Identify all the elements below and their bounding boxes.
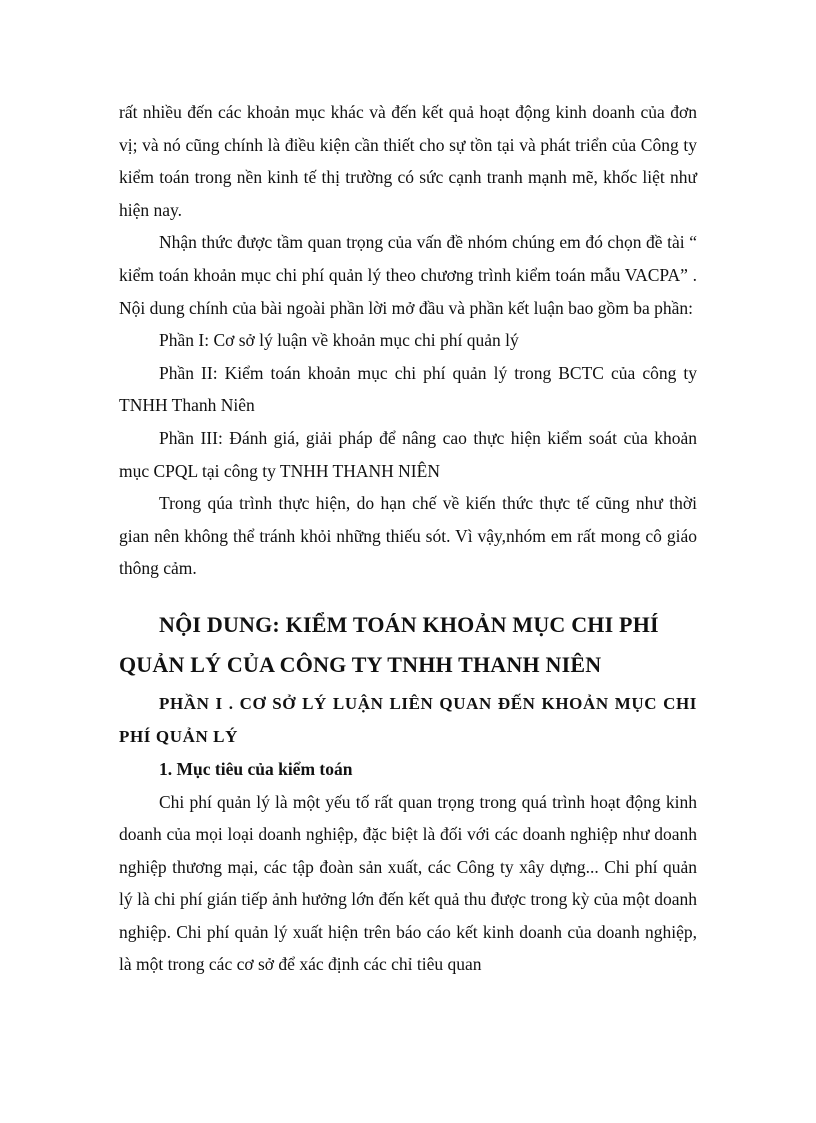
main-content-heading: NỘI DUNG: KIỂM TOÁN KHOẢN MỤC CHI PHÍ QUẢN LÝ CỦA CÔNG TY TNHH THANH NIÊN bbox=[119, 611, 659, 677]
outline-part-3: Phần III: Đánh giá, giải pháp để nâng cao thực hiện kiểm soát của khoản mục CPQL tại công ty TNHH THANH NIÊN bbox=[119, 427, 697, 481]
document-body bbox=[119, 96, 697, 981]
section-1-heading: 1. Mục tiêu của kiểm toán bbox=[159, 758, 353, 779]
outline-part-1: Phần I: Cơ sở lý luận về khoản mục chi phí quản lý bbox=[159, 330, 519, 351]
part-1-heading: PHẦN I . CƠ SỞ LÝ LUẬN LIÊN QUAN ĐẾN KHOẢN MỤC CHI PHÍ QUẢN LÝ bbox=[119, 693, 697, 746]
paragraph-intro-continuation: rất nhiều đến các khoản mục khác và đến kết quả hoạt động kinh doanh của đơn vị; và nó cũng chính là điều kiện cần thiết cho sự tồn tại và phát triển của Công ty kiểm toán trong nền kinh tế thị trường có sức cạnh tranh mạnh mẽ, khốc liệt như hiện nay. bbox=[119, 102, 697, 220]
outline-part-2: Phần II: Kiểm toán khoản mục chi phí quản lý trong BCTC của công ty TNHH Thanh Niên bbox=[119, 362, 697, 416]
paragraph-topic-selection: Nhận thức được tầm quan trọng của vấn đề nhóm chúng em đó chọn đề tài “ kiểm toán khoản mục chi phí quản lý theo chương trình kiểm toán mẫu VACPA” . Nội dung chính của bài ngoài phần lời mở đầu và phần kết luận bao gồm ba phần: bbox=[119, 232, 697, 318]
paragraph-apology: Trong qúa trình thực hiện, do hạn chế về kiến thức thực tế cũng như thời gian nên không thể tránh khỏi những thiếu sót. Vì vậy,nhóm em rất mong cô giáo thông cảm. bbox=[119, 493, 697, 579]
paragraph-management-cost: Chi phí quản lý là một yếu tố rất quan trọng trong quá trình hoạt động kinh doanh của mọi loại doanh nghiệp, đặc biệt là đối với các doanh nghiệp như doanh nghiệp thương mại, các tập đoàn sản xuất, các Công ty xây dựng... Chi phí quản lý là chi phí gián tiếp ảnh hưởng lớn đến kết quả thu được trong kỳ của một doanh nghiệp. Chi phí quản lý xuất hiện trên báo cáo kết kinh doanh của doanh nghiệp, là một trong các cơ sở để xác định các chỉ tiêu quan bbox=[119, 791, 697, 975]
